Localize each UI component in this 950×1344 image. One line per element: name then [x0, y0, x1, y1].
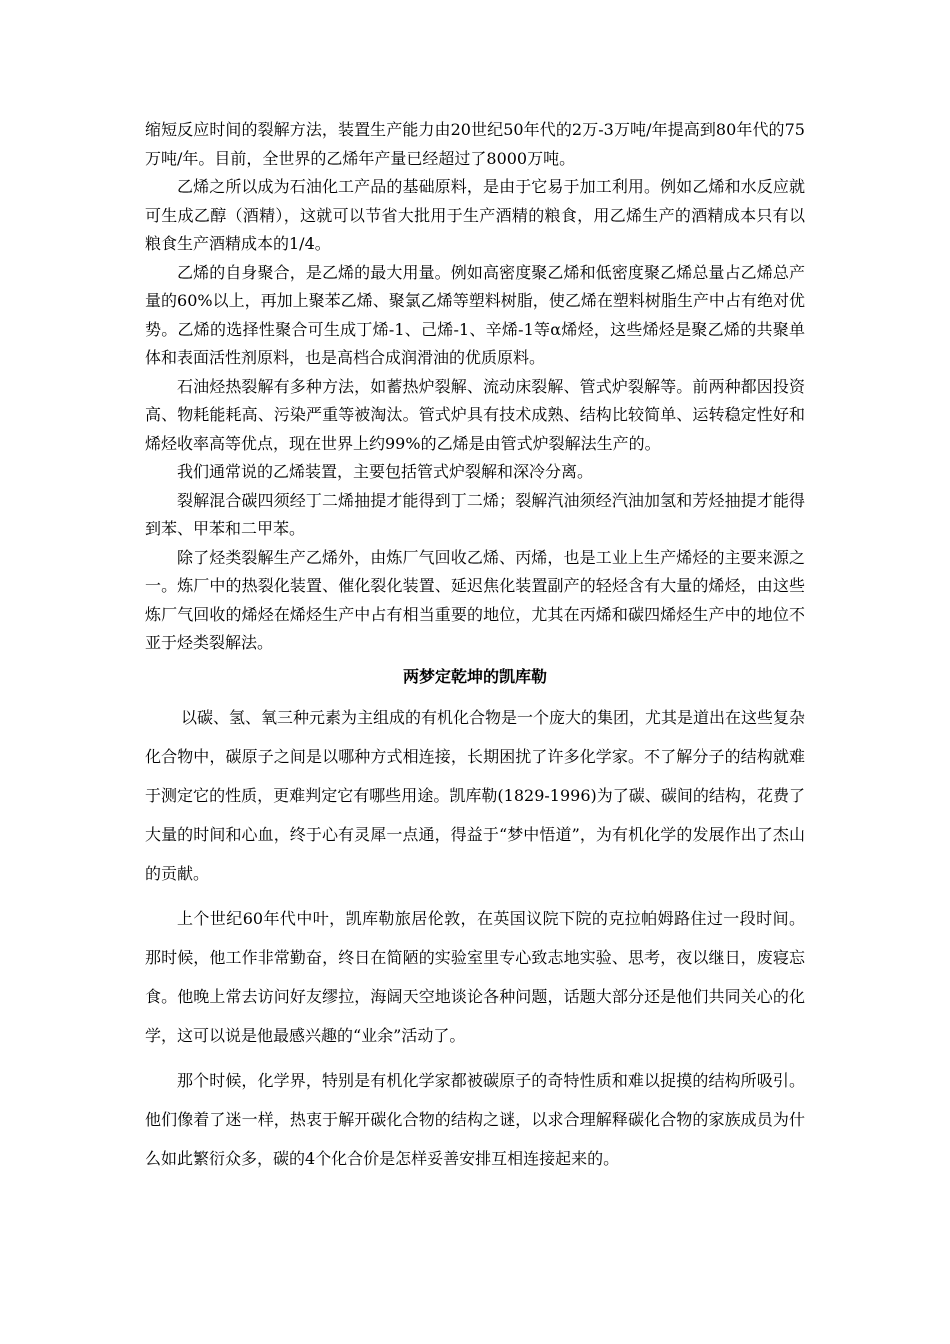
- paragraph-ethylene-raw-material: 乙烯之所以成为石油化工产品的基础原料，是由于它易于加工利用。例如乙烯和水反应就可生成乙醇（酒精），这就可以节省大批用于生产酒精的粮食，用乙烯生产的酒精成本只有以粮食生产酒精成本的1/4。: [145, 177, 805, 253]
- section-title: 两梦定乾坤的凯库勒: [402, 666, 547, 686]
- paragraph-ethylene-unit: 我们通常说的乙烯装置，主要包括管式炉裂解和深冷分离。: [177, 462, 594, 481]
- paragraph-c4-extraction: 裂解混合碳四须经丁二烯抽提才能得到丁二烯；裂解汽油须经汽油加氢和芳烃抽提才能得到苯、甲苯和二甲苯。: [145, 490, 805, 538]
- paragraph-kekule-london: 上个世纪60年代中叶，凯库勒旅居伦敦，在英国议院下院的克拉帕姆路住过一段时间。那时候，他工作非常勤奋，终日在简陋的实验室里专心致志地实验、思考，夜以继日，废寝忘食。他晚上常去访问好友缪拉，海阔天空地谈论各种问题，话题大部分还是他们共同关心的化学，这可以说是他最感兴趣的“业余”活动了。: [145, 908, 805, 1045]
- paragraph-ethylene-polymerization: 乙烯的自身聚合，是乙烯的最大用量。例如高密度聚乙烯和低密度聚乙烯总量占乙烯总产量的60%以上，再加上聚苯乙烯、聚氯乙烯等塑料树脂，使乙烯在塑料树脂生产中占有绝对优势。乙烯的选择性聚合可生成丁烯-1、己烯-1、辛烯-1等α烯烃，这些烯烃是聚乙烯的共聚单体和表面活性剂原料，也是高档合成润滑油的优质原料。: [145, 262, 805, 367]
- paragraph-refinery-gas: 除了烃类裂解生产乙烯外，由炼厂气回收乙烯、丙烯，也是工业上生产烯烃的主要来源之一。炼厂中的热裂化装置、催化裂化装置、延迟焦化装置副产的轻烃含有大量的烯烃，由这些炼厂气回收的烯烃在烯烃生产中占有相当重要的地位，尤其在丙烯和碳四烯烃生产中的地位不亚于烃类裂解法。: [145, 547, 805, 652]
- paragraph-carbon-structure: 那个时候，化学界，特别是有机化学家都被碳原子的奇特性质和难以捉摸的结构所吸引。他们像着了迷一样，热衷于解开碳化合物的结构之谜，以求合理解释碳化合物的家族成员为什么如此繁衍众多，碳的4个化合价是怎样妥善安排互相连接起来的。: [145, 1070, 805, 1168]
- paragraph-ethylene-capacity: 缩短反应时间的裂解方法，装置生产能力由20世纪50年代的2万-3万吨/年提高到80年代的75万吨/年。目前，全世界的乙烯年产量已经超过了8000万吨。: [145, 120, 805, 168]
- paragraph-cracking-methods: 石油烃热裂解有多种方法，如蓄热炉裂解、流动床裂解、管式炉裂解等。前两种都因投资高、物耗能耗高、污染严重等被淘汰。管式炉具有技术成熟、结构比较简单、运转稳定性好和烯烃收率高等优点，现在世界上约99%的乙烯是由管式炉裂解法生产的。: [145, 376, 805, 453]
- document-page: [145, 116, 805, 1184]
- paragraph-kekule-intro: 以碳、氢、氧三种元素为主组成的有机化合物是一个庞大的集团，尤其是道出在这些复杂化合物中，碳原子之间是以哪种方式相连接，长期困扰了许多化学家。不了解分子的结构就难于测定它的性质，更难判定它有哪些用途。凯库勒(1829-1996)为了碳、碳间的结构，花费了大量的时间和心血，终于心有灵犀一点通，得益于“梦中悟道”，为有机化学的发展作出了杰山的贡献。: [145, 707, 806, 883]
